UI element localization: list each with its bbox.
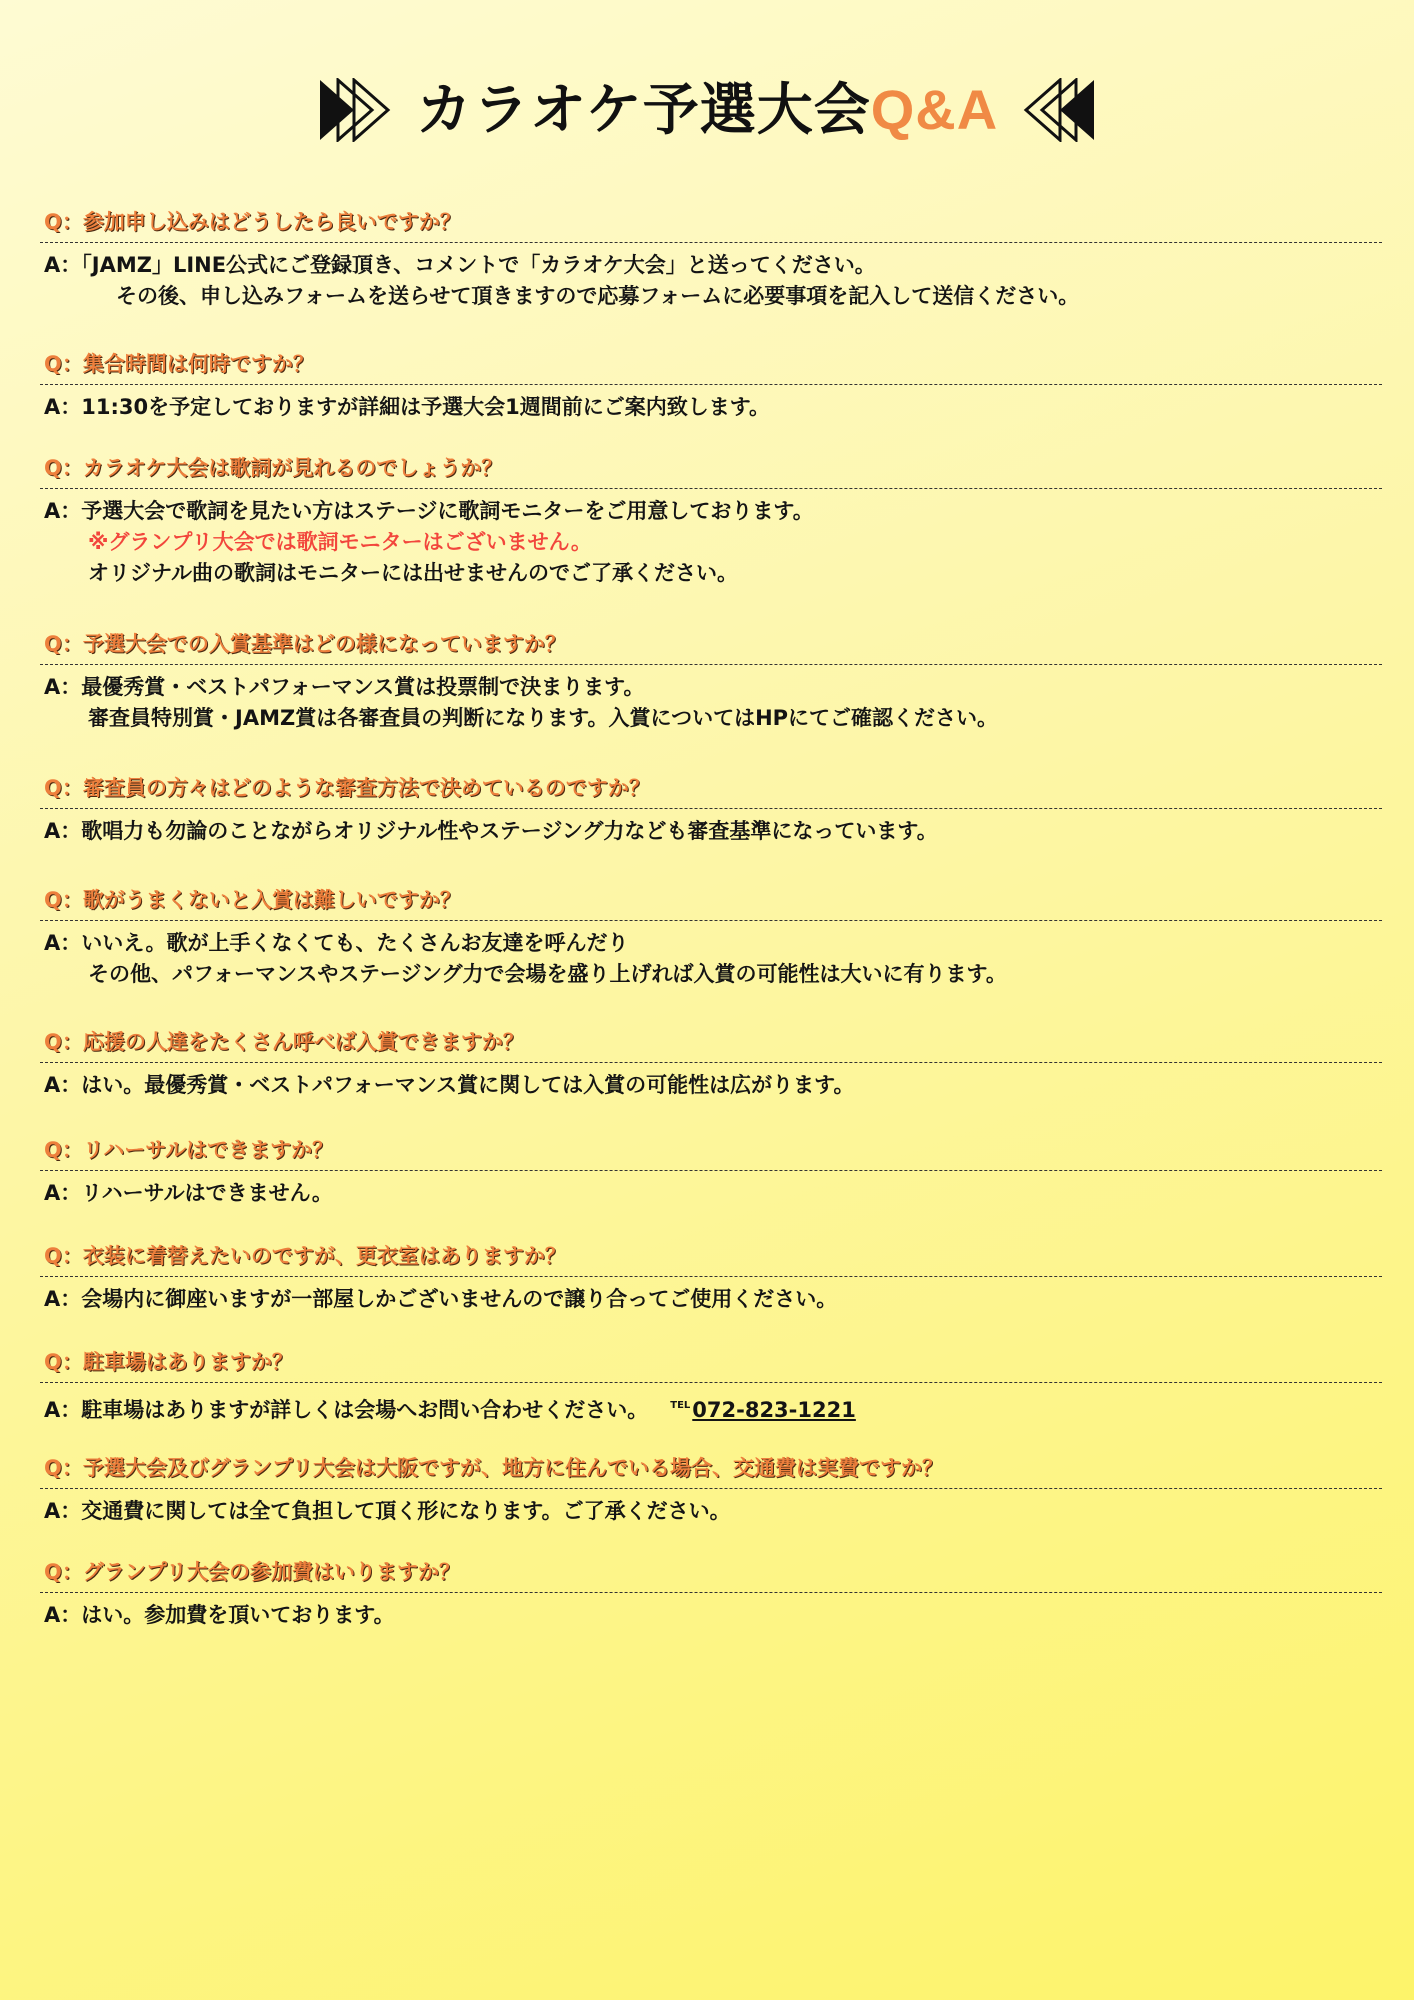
page-header: [0, 70, 1414, 150]
answer-line: [40, 1390, 1382, 1426]
faq-item: [40, 1348, 1382, 1454]
faq-item: [40, 1242, 1382, 1348]
faq-item: [40, 1136, 1382, 1242]
dashed-divider: [40, 1276, 1382, 1277]
answer-line: A：予選大会で歌詞を見たい方はステージに歌詞モニターをご用意しております。: [44, 499, 814, 523]
answer-line: A：いいえ。歌が上手くなくても、たくさんお友達を呼んだり: [44, 931, 629, 955]
faq-item: [40, 350, 1382, 454]
left-double-arrow-icon: [1006, 78, 1096, 142]
title-accent: Q&A: [870, 77, 999, 141]
faq-answer: [40, 1496, 1382, 1527]
faq-answer: [40, 496, 1382, 589]
faq-item: [40, 886, 1382, 1028]
page-title: [415, 77, 999, 143]
answer-line: A：11:30を予定しておりますが詳細は予選大会1週間前にご案内致します。: [44, 395, 771, 419]
faq-question: Q：カラオケ大会は歌詞が見れるのでしょうか？: [44, 456, 503, 480]
faq-question: Q：集合時間は何時ですか？: [44, 352, 314, 376]
faq-item: [40, 1558, 1382, 1658]
tel-mark: TEL: [670, 1400, 691, 1411]
answer-line: その他、パフォーマンスやステージング力で会場を盛り上げれば入賞の可能性は大いに有ります。: [88, 962, 1007, 986]
answer-line: A：会場内に御座いますが一部屋しかございませんので譲り合ってご使用ください。: [44, 1287, 838, 1311]
title-main: カラオケ予選大会: [415, 77, 871, 143]
dashed-divider: [40, 1592, 1382, 1593]
faq-item: [40, 454, 1382, 630]
answer-line: A：「JAMZ」LINE公式にご登録頂き、コメントで「カラオケ大会」と送ってください。: [44, 253, 876, 277]
faq-answer: [40, 1390, 1382, 1426]
notice-line: ※グランプリ大会では歌詞モニターはございません。: [88, 530, 592, 554]
dashed-divider: [40, 1488, 1382, 1489]
dashed-divider: [40, 242, 1382, 243]
faq-question: Q：衣装に着替えたいのですが、更衣室はありますか？: [44, 1244, 566, 1268]
dashed-divider: [40, 808, 1382, 809]
faq-item: [40, 208, 1382, 350]
dashed-divider: [40, 920, 1382, 921]
answer-line: A：はい。参加費を頂いております。: [44, 1603, 395, 1627]
answer-line: A：歌唱力も勿論のことながらオリジナル性やステージング力なども審査基準になっています。: [44, 819, 938, 843]
faq-question: Q：歌がうまくないと入賞は難しいですか？: [44, 888, 461, 912]
faq-question: Q：参加申し込みはどうしたら良いですか？: [44, 210, 461, 234]
dashed-divider: [40, 664, 1382, 665]
answer-line: オリジナル曲の歌詞はモニターには出せませんのでご了承ください。: [88, 561, 738, 585]
faq-question: Q：駐車場はありますか？: [44, 1350, 293, 1374]
faq-answer: [40, 672, 1382, 734]
dashed-divider: [40, 384, 1382, 385]
faq-item: [40, 1028, 1382, 1136]
faq-answer: [40, 816, 1382, 847]
dashed-divider: [40, 1062, 1382, 1063]
faq-question: Q：リハーサルはできますか？: [44, 1138, 334, 1162]
answer-line: その後、申し込みフォームを送らせて頂きますので応募フォームに必要事項を記入して送信ください。: [116, 284, 1080, 308]
faq-answer: [40, 1284, 1382, 1315]
faq-list: [40, 208, 1382, 1658]
answer-line: A：リハーサルはできません。: [44, 1181, 333, 1205]
faq-answer: [40, 1070, 1382, 1101]
dashed-divider: [40, 1382, 1382, 1383]
faq-question: Q：予選大会及びグランプリ大会は大阪ですが、地方に住んでいる場合、交通費は実費ですか？: [44, 1456, 944, 1480]
faq-item: [40, 1454, 1382, 1558]
answer-line: A：はい。最優秀賞・ベストパフォーマンス賞に関しては入賞の可能性は広がります。: [44, 1073, 855, 1097]
faq-item: [40, 774, 1382, 886]
faq-question: Q：グランプリ大会の参加費はいりますか？: [44, 1560, 461, 1584]
faq-question: Q：応援の人達をたくさん呼べば入賞できますか？: [44, 1030, 524, 1054]
dashed-divider: [40, 1170, 1382, 1171]
faq-answer: [40, 1178, 1382, 1209]
faq-answer: [40, 250, 1382, 312]
answer-line: 審査員特別賞・JAMZ賞は各審査員の判断になります。入賞についてはHPにてご確認ください。: [88, 706, 999, 730]
tel-link[interactable]: 072-823-1221: [692, 1398, 856, 1422]
answer-line: A：交通費に関しては全て負担して頂く形になります。ご了承ください。: [44, 1499, 731, 1523]
answer-line: A：最優秀賞・ベストパフォーマンス賞は投票制で決まります。: [44, 675, 645, 699]
right-double-arrow-icon: [318, 78, 408, 142]
faq-item: [40, 630, 1382, 774]
dashed-divider: [40, 488, 1382, 489]
faq-answer: [40, 928, 1382, 990]
faq-question: Q：予選大会での入賞基準はどの様になっていますか？: [44, 632, 566, 656]
faq-answer: [40, 392, 1382, 423]
faq-question: Q：審査員の方々はどのような審査方法で決めているのですか？: [44, 776, 650, 800]
faq-answer: [40, 1600, 1382, 1631]
answer-text: A：駐車場はありますが詳しくは会場へお問い合わせください。: [44, 1398, 649, 1422]
